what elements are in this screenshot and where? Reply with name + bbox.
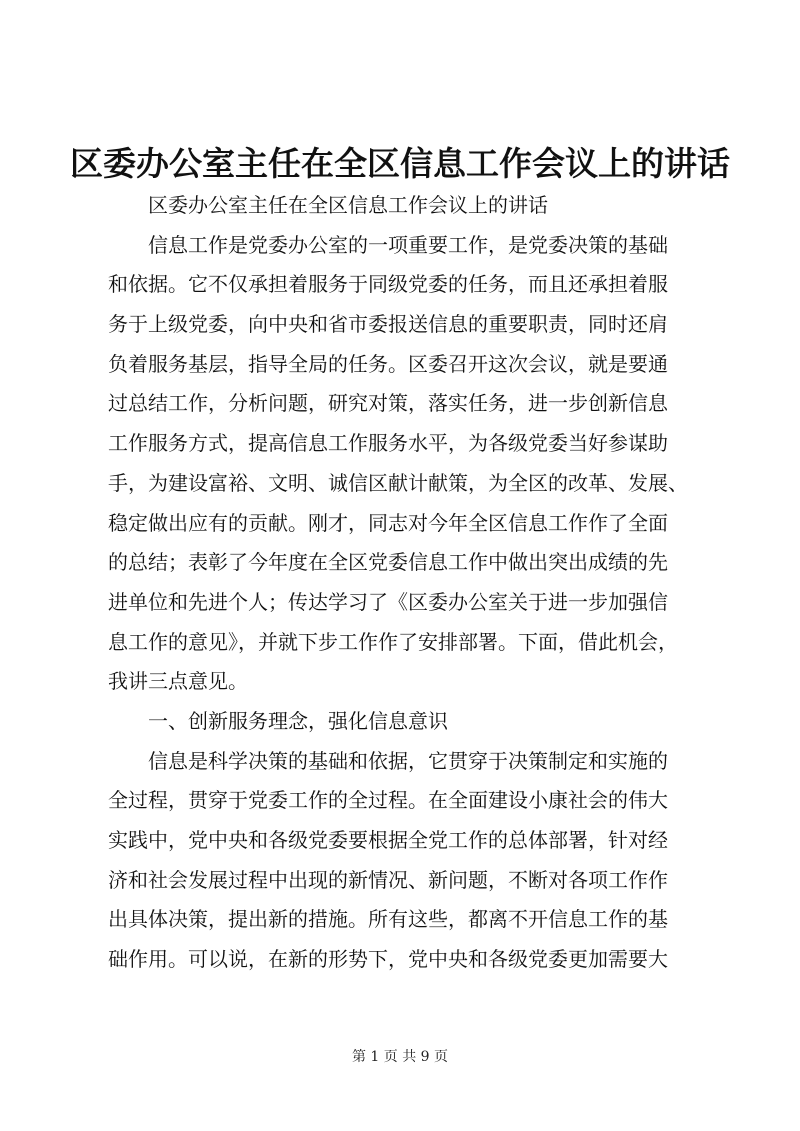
body-line: 的总结；表彰了今年度在全区党委信息工作中做出突出成绩的先 [108, 550, 668, 575]
body-line: 济和社会发展过程中出现的新情况、新问题，不断对各项工作作 [108, 867, 668, 892]
body-line: 工作服务方式，提高信息工作服务水平，为各级党委当好参谋助 [108, 431, 668, 456]
body-line: 进单位和先进个人；传达学习了《区委办公室关于进一步加强信 [108, 589, 668, 614]
body-line: 负着服务基层，指导全局的任务。区委召开这次会议，就是要通 [108, 351, 668, 376]
body-line: 稳定做出应有的贡献。刚才，同志对今年全区信息工作作了全面 [108, 510, 668, 535]
document-title: 区委办公室主任在全区信息工作会议上的讲话 [70, 144, 730, 183]
page-footer: 第 1 页 共 9 页 [351, 1049, 449, 1065]
body-line: 实践中，党中央和各级党委要根据全党工作的总体部署，针对经 [108, 828, 668, 852]
body-line: 信息工作是党委办公室的一项重要工作，是党委决策的基础 [148, 232, 668, 257]
body-line: 手，为建设富裕、文明、诚信区献计献策，为全区的改革、发展、 [108, 470, 688, 495]
document-body [108, 186, 708, 980]
body-line: 过总结工作，分析问题，研究对策，落实任务，进一步创新信息 [108, 391, 668, 416]
body-line: 我讲三点意见。 [108, 669, 248, 694]
body-line: 全过程，贯穿于党委工作的全过程。在全面建设小康社会的伟大 [108, 788, 668, 813]
body-line: 础作用。可以说，在新的形势下，党中央和各级党委更加需要大 [108, 947, 668, 972]
body-line: 出具体决策，提出新的措施。所有这些，都离不开信息工作的基 [108, 907, 668, 932]
section-heading: 一、创新服务理念，强化信息意识 [148, 708, 448, 733]
body-line: 和依据。它不仅承担着服务于同级党委的任务，而且还承担着服 [108, 272, 668, 297]
body-line: 区委办公室主任在全区信息工作会议上的讲话 [148, 193, 548, 217]
body-line: 信息是科学决策的基础和依据，它贯穿于决策制定和实施的 [148, 748, 668, 773]
body-line: 务于上级党委，向中央和省市委报送信息的重要职责，同时还肩 [108, 312, 668, 337]
body-line: 息工作的意见》，并就下步工作作了安排部署。下面，借此机会， [108, 629, 678, 654]
